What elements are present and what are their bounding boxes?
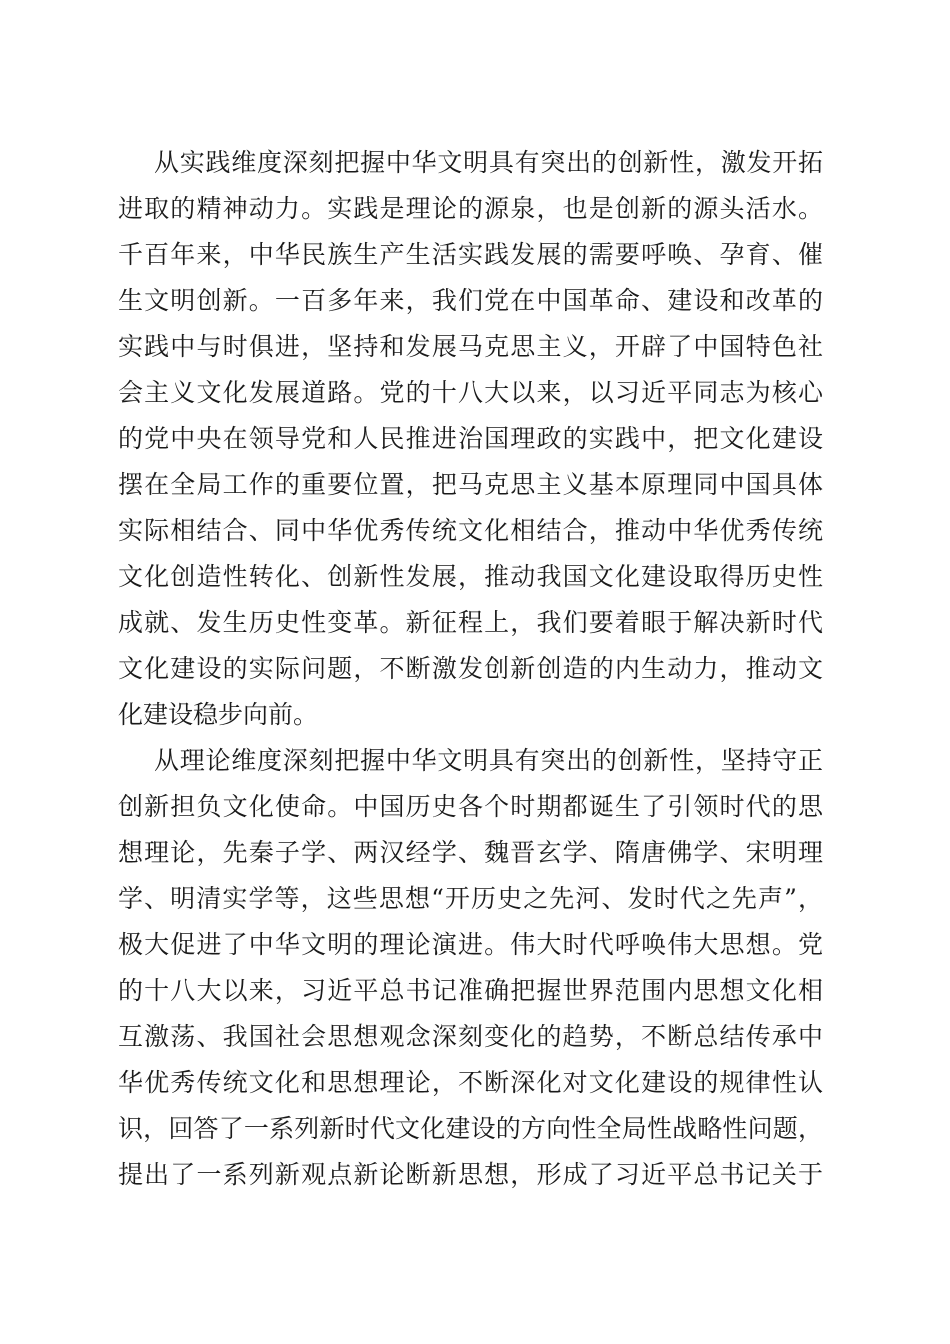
- text-line: 文化建设的实际问题，不断激发创新创造的内生动力，推动文: [118, 654, 823, 683]
- text-line: 千百年来，中华民族生产生活实践发展的需要呼唤、孕育、催: [118, 240, 823, 269]
- text-line: 文化创造性转化、创新性发展，推动我国文化建设取得历史性: [118, 562, 823, 591]
- text-line: 想理论，先秦子学、两汉经学、魏晋玄学、隋唐佛学、宋明理: [118, 838, 823, 867]
- text-line: 创新担负文化使命。中国历史各个时期都诞生了引领时代的思: [118, 792, 823, 821]
- text-line: 识，回答了一系列新时代文化建设的方向性全局性战略性问题，: [118, 1114, 823, 1143]
- text-line: 提出了一系列新观点新论断新思想，形成了习近平总书记关于: [118, 1160, 823, 1189]
- text-line: 实践中与时俱进，坚持和发展马克思主义，开辟了中国特色社: [118, 332, 823, 361]
- text-line: 进取的精神动力。实践是理论的源泉，也是创新的源头活水。: [118, 194, 823, 223]
- text-line: 从理论维度深刻把握中华文明具有突出的创新性，坚持守正: [154, 746, 823, 775]
- text-line: 学、明清实学等，这些思想“开历史之先河、发时代之先声”，: [118, 884, 823, 913]
- text-line: 成就、发生历史性变革。新征程上，我们要着眼于解决新时代: [118, 608, 823, 637]
- text-line: 会主义文化发展道路。党的十八大以来，以习近平同志为核心: [118, 378, 823, 407]
- text-line: 华优秀传统文化和思想理论，不断深化对文化建设的规律性认: [118, 1068, 823, 1097]
- text-line: 互激荡、我国社会思想观念深刻变化的趋势，不断总结传承中: [118, 1022, 823, 1051]
- text-line: 极大促进了中华文明的理论演进。伟大时代呼唤伟大思想。党: [118, 930, 823, 959]
- text-line: 的十八大以来，习近平总书记准确把握世界范围内思想文化相: [118, 976, 823, 1005]
- text-line: 生文明创新。一百多年来，我们党在中国革命、建设和改革的: [118, 286, 823, 315]
- paragraph-practice: [118, 140, 823, 738]
- text-line: 化建设稳步向前。: [118, 700, 319, 729]
- paragraph-theory: [118, 738, 823, 1198]
- text-line: 的党中央在领导党和人民推进治国理政的实践中，把文化建设: [118, 424, 823, 453]
- text-line: 从实践维度深刻把握中华文明具有突出的创新性，激发开拓: [154, 148, 823, 177]
- text-line: 摆在全局工作的重要位置，把马克思主义基本原理同中国具体: [118, 470, 823, 499]
- document-body: [118, 140, 823, 1198]
- text-line: 实际相结合、同中华优秀传统文化相结合，推动中华优秀传统: [118, 516, 823, 545]
